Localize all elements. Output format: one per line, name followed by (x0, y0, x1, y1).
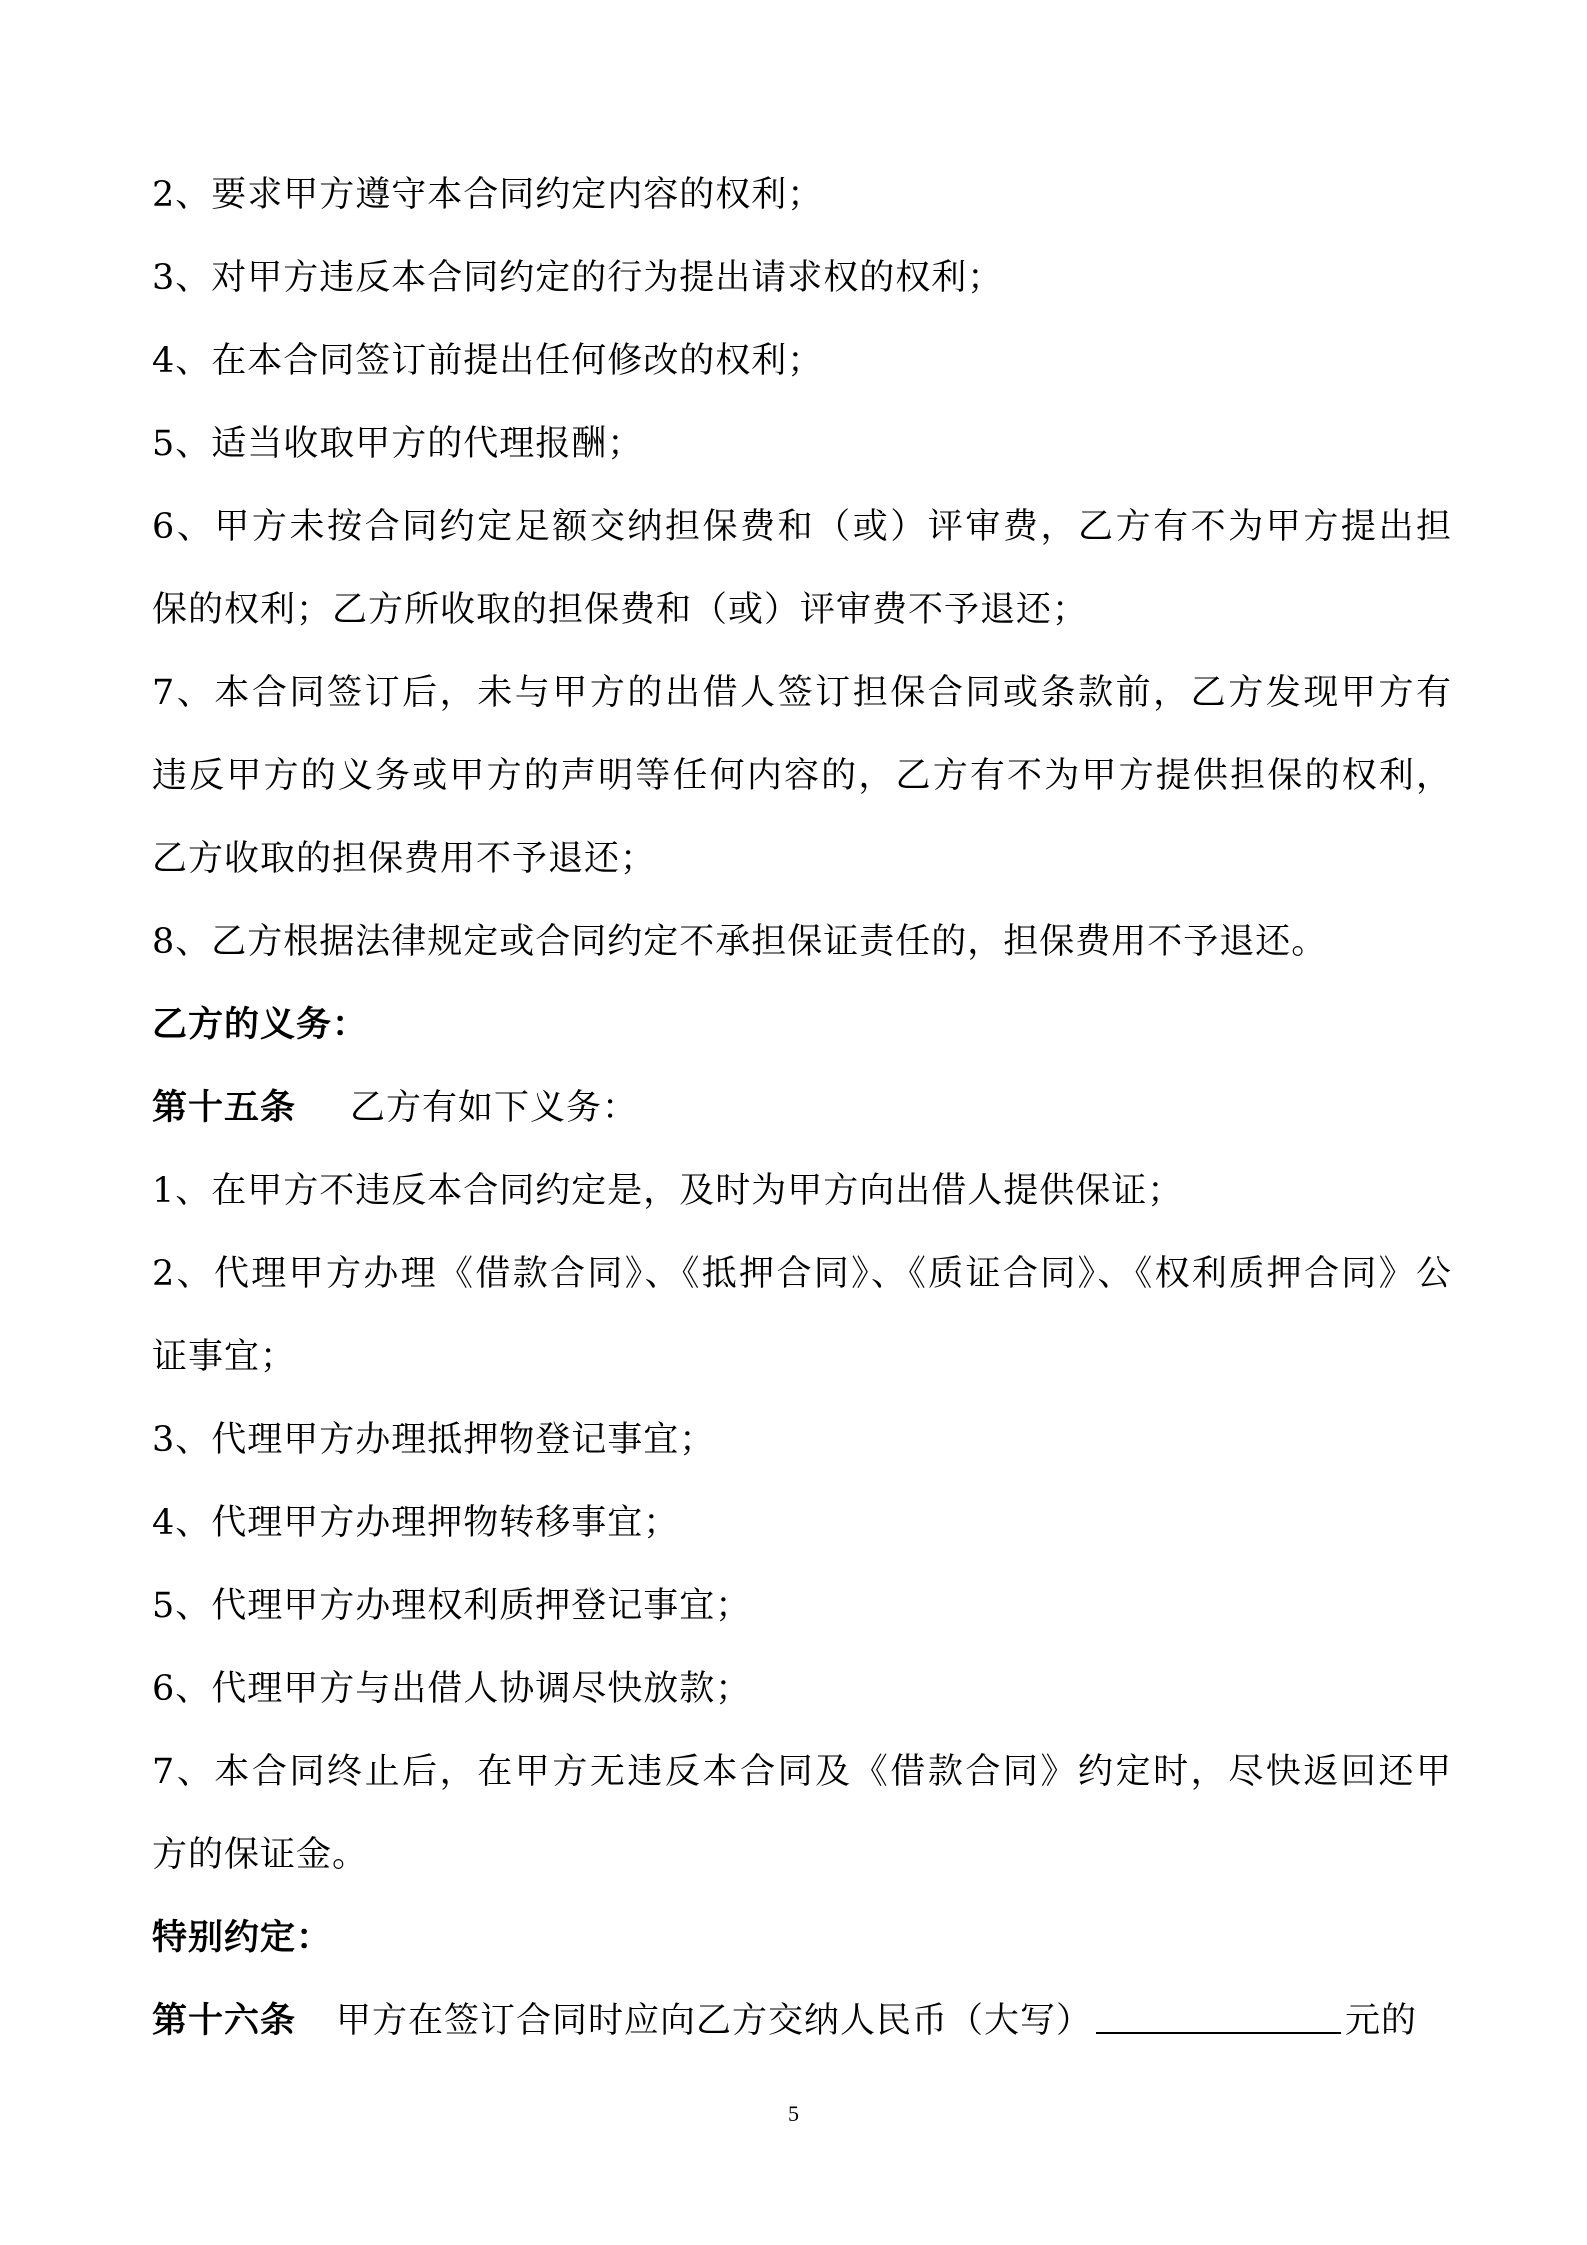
text-line: 6、代理甲方与出借人协调尽快放款； (152, 1669, 752, 1709)
article-15-label: 第十五条 (152, 1087, 297, 1128)
text-line: 证事宜； (152, 1337, 297, 1377)
text-line: 8、乙方根据法律规定或合同约定不承担保证责任的，担保费用不予退还。 (152, 922, 1328, 962)
text-line: 6、甲方未按合同约定足额交纳担保费和（或）评审费，乙方有不为甲方提出担 (152, 507, 1452, 547)
text-line: 2、要求甲方遵守本合同约定内容的权利； (152, 175, 824, 215)
text-line: 4、代理甲方办理押物转移事宜； (152, 1503, 680, 1543)
section-heading-obligations: 乙方的义务： (152, 1004, 369, 1045)
amount-blank-line (1096, 1998, 1341, 2034)
text-line: 4、在本合同签订前提出任何修改的权利； (152, 341, 824, 381)
text-line: 方的保证金。 (152, 1835, 369, 1875)
text-line: 乙方收取的担保费用不予退还； (152, 839, 657, 879)
text-line: 7、本合同终止后，在甲方无违反本合同及《借款合同》约定时，尽快返回还甲 (152, 1752, 1452, 1792)
text-line: 1、在甲方不违反本合同约定是，及时为甲方向出借人提供保证； (152, 1171, 1184, 1211)
text-line: 7、本合同签订后，未与甲方的出借人签订担保合同或条款前，乙方发现甲方有 (152, 673, 1452, 713)
text-line: 2、代理甲方办理《借款合同》、《抵押合同》、《质证合同》、《权利质押合同》公 (152, 1254, 1452, 1294)
article-16 (152, 1991, 1452, 2051)
article-15 (152, 1078, 1452, 1138)
text-line: 5、适当收取甲方的代理报酬； (152, 424, 644, 464)
article-16-text: 甲方在签订合同时应向乙方交纳人民币（大写） (336, 2001, 1093, 2041)
article-16-label: 第十六条 (152, 2000, 297, 2041)
text-line: 3、代理甲方办理抵押物登记事宜； (152, 1420, 716, 1460)
text-line: 3、对甲方违反本合同约定的行为提出请求权的权利； (152, 258, 1004, 298)
text-line: 5、代理甲方办理权利质押登记事宜； (152, 1586, 752, 1626)
article-16-tail: 元的 (1345, 2001, 1418, 2041)
page-number: 5 (788, 2101, 799, 2126)
section-heading-special: 特别约定： (152, 1917, 333, 1958)
text-line: 保的权利；乙方所收取的担保费和（或）评审费不予退还； (152, 590, 1089, 630)
article-15-text: 乙方有如下义务： (350, 1088, 639, 1128)
text-line: 违反甲方的义务或甲方的声明等任何内容的，乙方有不为甲方提供担保的权利， (152, 756, 1452, 796)
